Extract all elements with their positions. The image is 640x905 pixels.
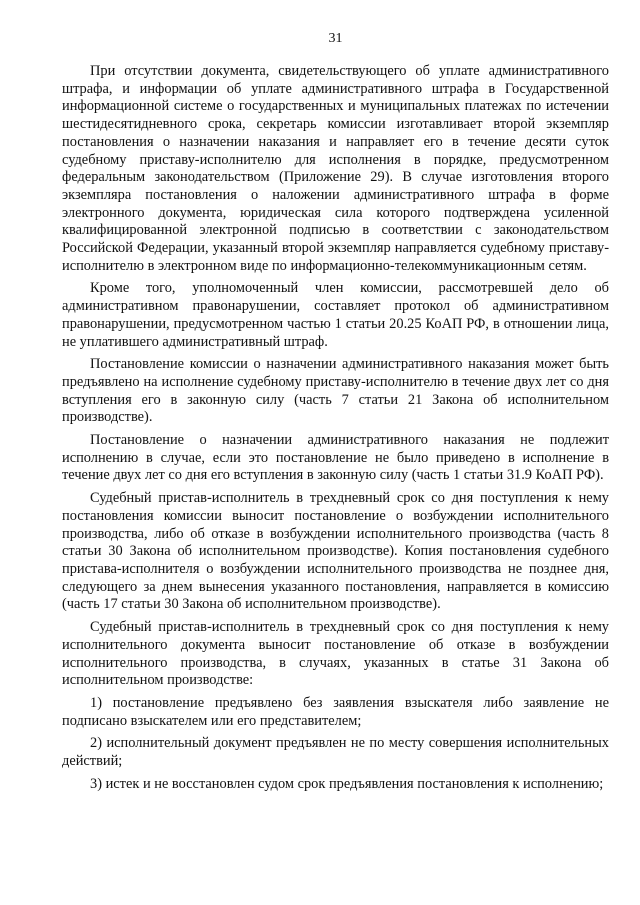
list-item-2: 2) исполнительный документ предъявлен не по месту совершения исполнительных действий; bbox=[62, 735, 609, 770]
paragraph-not-enforceable: Постановление о назначении административного наказания не подлежит исполнению в случае, если это постановление не было приведено в исполнение в течение двух лет со дня его вступления в законную силу (часть 1 статьи 31.9 КоАП РФ). bbox=[62, 432, 609, 484]
document-page bbox=[62, 30, 609, 798]
paragraph-protocol: Кроме того, уполномоченный член комиссии, рассмотревшей дело об административном правонарушении, составляет протокол об административном правонарушении, предусмотренном частью 1 статьи 20.25 КоАП РФ, в отношении лица, не уплатившего административный штраф. bbox=[62, 280, 609, 350]
list-item-3: 3) истек и не восстановлен судом срок предъявления постановления к исполнению; bbox=[90, 775, 604, 792]
paragraph-fine-unpaid: При отсутствии документа, свидетельствующего об уплате административного штрафа, и информации об уплате административного штрафа в Государственной информационной системе о государственных и муниципальных платежах по истечении шестидесятидневного срока, секретарь комиссии изготавливает второй экземпляр постановления о назначении наказания и направляет его в течение десяти суток судебному приставу-исполнителю для исполнения в порядке, предусмотренном федеральным законодательством (Приложение 29). В случае изготовления второго экземпляра постановления о наложении административного штрафа в форме электронного документа, юридическая сила которого подтверждена усиленной квалифицированной электронной подписью в соответствии с законодательством Российской Федерации, указанный второй экземпляр направляется судебному приставу-исполнителю в электронном виде по информационно-телекоммуникационным сетям. bbox=[62, 63, 609, 274]
page-number: 31 bbox=[328, 31, 343, 46]
paragraph-enforcement-term: Постановление комиссии о назначении административного наказания может быть предъявлено на исполнение судебному приставу-исполнителю в течение двух лет со дня вступления его в законную силу (часть 7 статьи 21 Закона об исполнительном производстве). bbox=[62, 356, 609, 426]
paragraph-bailiff-refusal: Судебный пристав-исполнитель в трехдневный срок со дня поступления к нему исполнительного документа выносит постановление об отказе в возбуждении исполнительного производства, в случаях, указанных в статье 31 Закона об исполнительном производстве: bbox=[62, 619, 609, 689]
list-item-1: 1) постановление предъявлено без заявления взыскателя либо заявление не подписано взыскателем или его представителем; bbox=[62, 694, 609, 729]
paragraph-bailiff-initiation: Судебный пристав-исполнитель в трехдневный срок со дня поступления к нему постановления комиссии выносит постановление о возбуждении исполнительного производства, либо об отказе в возбуждении исполнительного производства (часть 8 статьи 30 Закона об исполнительном производстве). Копия постановления судебного пристава-исполнителя о возбуждении исполнительного производства не позднее дня, следующего за днем вынесения указанного постановления, направляется в комиссию (часть 17 статьи 30 Закона об исполнительном производстве). bbox=[62, 490, 609, 613]
